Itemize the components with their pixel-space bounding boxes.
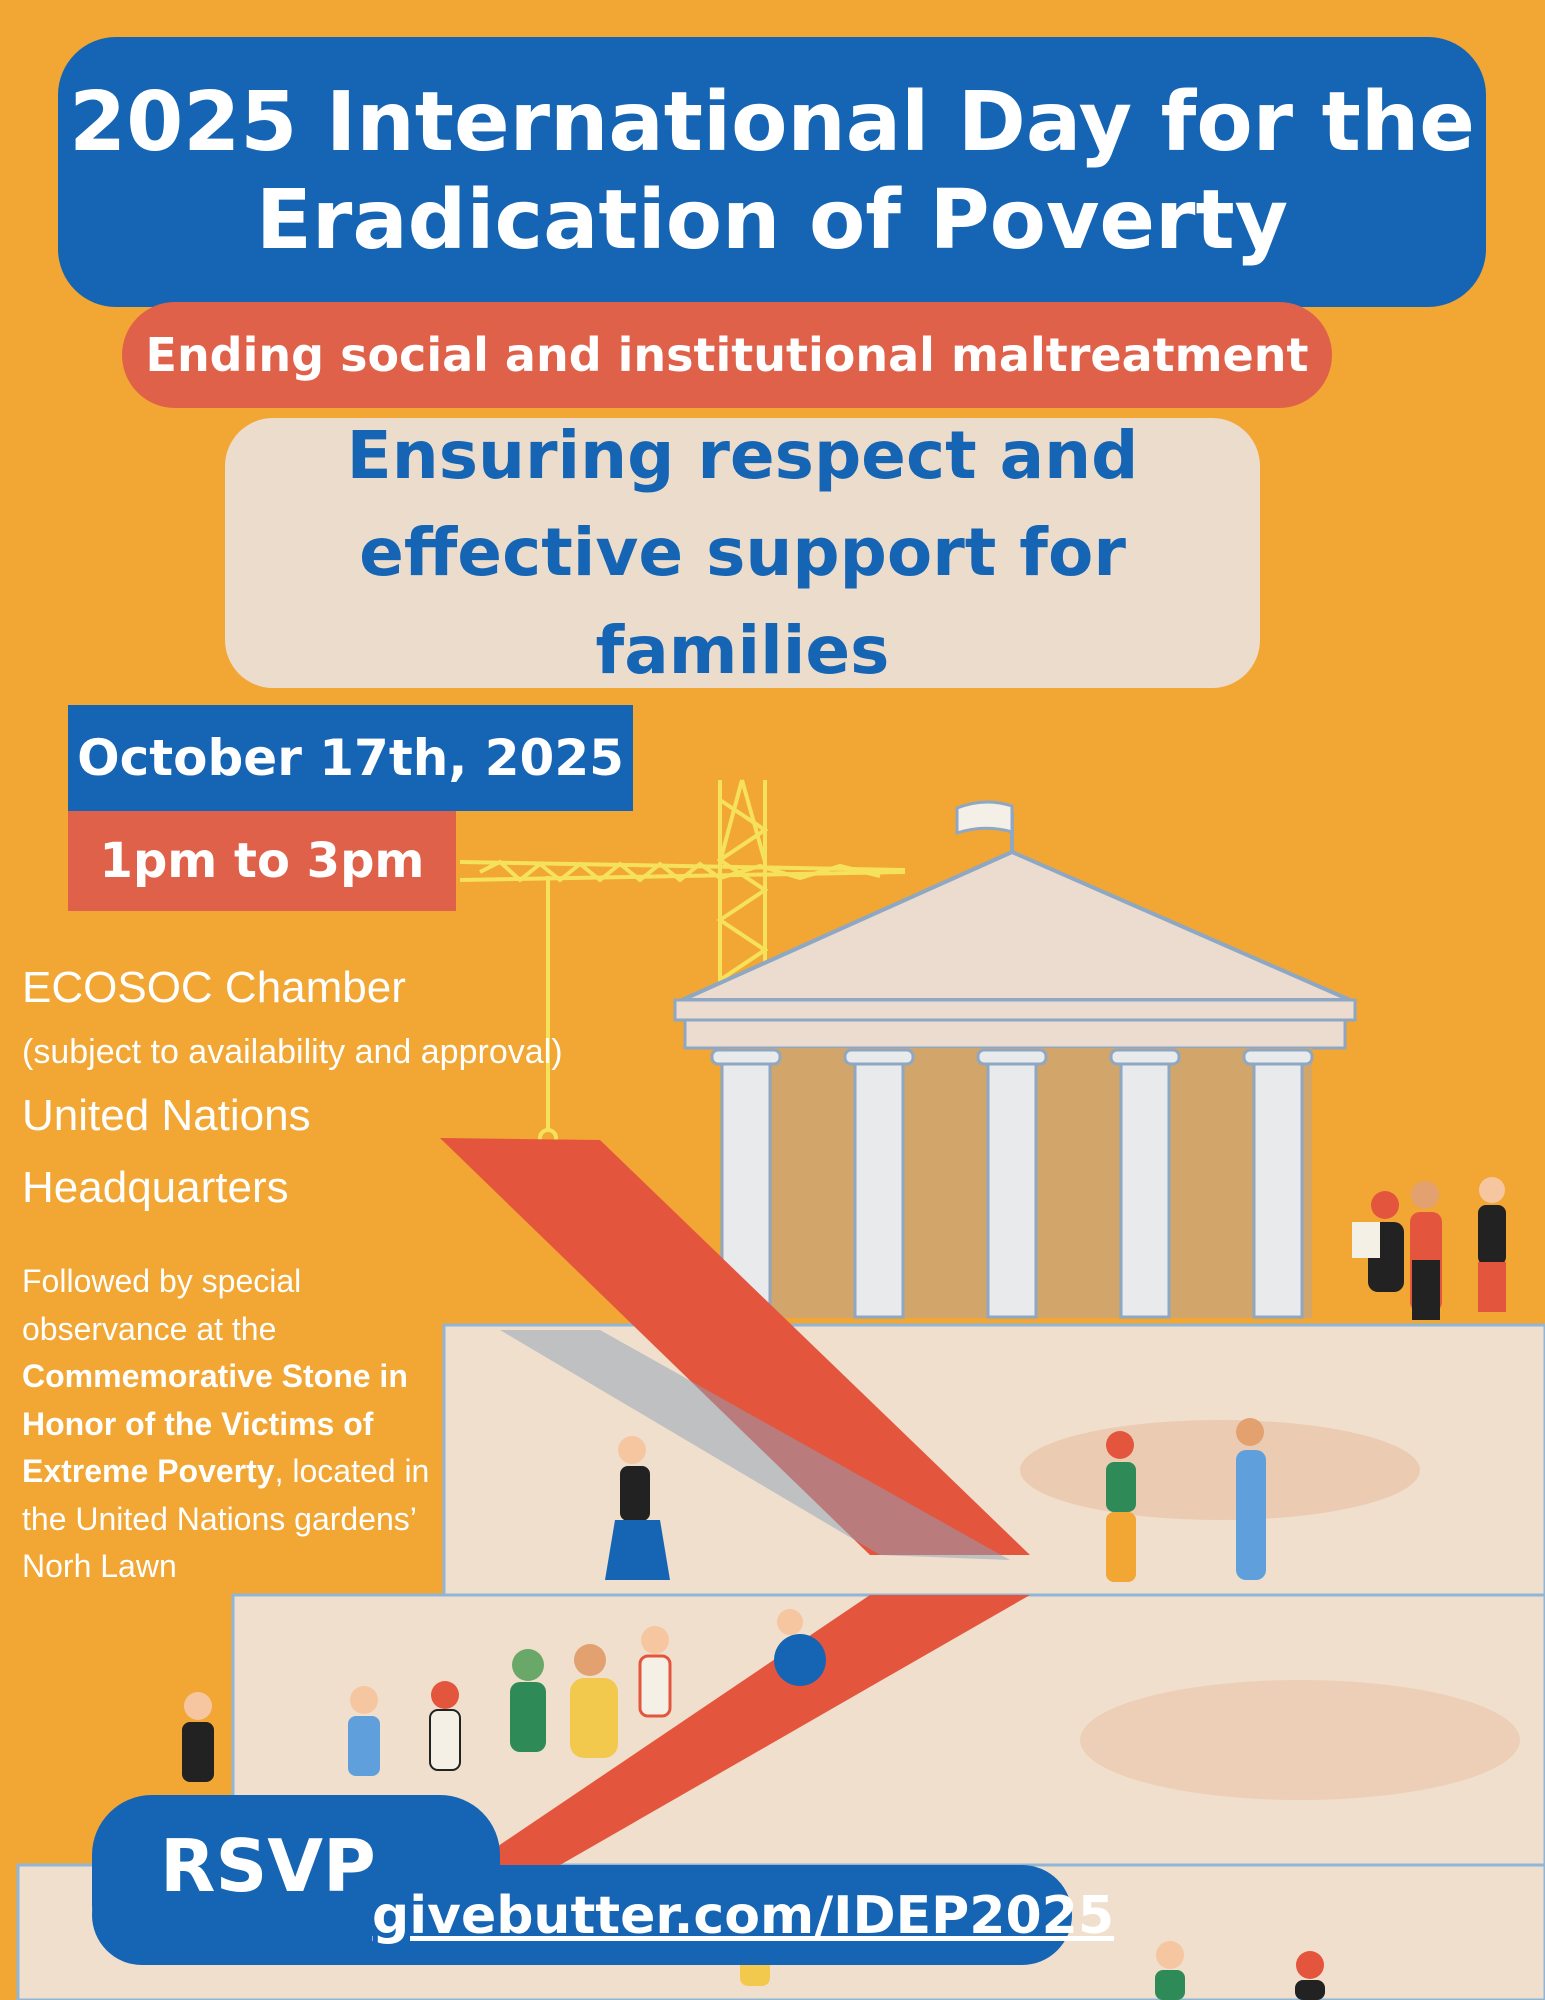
group-top-right	[1352, 1177, 1506, 1320]
event-title-line2: Eradication of Poverty	[255, 173, 1289, 268]
event-date: October 17th, 2025	[68, 705, 633, 811]
rsvp-label: RSVP	[160, 1824, 376, 1908]
venue-line1: ECOSOC Chamber	[22, 963, 406, 1012]
event-venue	[22, 952, 662, 1224]
event-subtitle: Ending social and institutional maltreatment	[122, 302, 1332, 408]
commemorative-stone-name: Commemorative Stone in Honor of the Victims of Extreme Poverty	[22, 1358, 408, 1489]
venue-line3: United Nations	[22, 1091, 311, 1140]
event-title	[58, 37, 1486, 307]
followed-location: , located in the United Nations gardens’ Norh Lawn	[22, 1453, 430, 1584]
followed-text: Followed by special observance at the	[22, 1263, 302, 1347]
rsvp-link[interactable]: givebutter.com/IDEP2025	[372, 1886, 1115, 1946]
event-theme-line2: effective support for families	[359, 514, 1126, 689]
event-theme	[225, 418, 1260, 688]
event-title-line1: 2025 International Day for the	[69, 74, 1475, 170]
venue-line4: Headquarters	[22, 1163, 289, 1212]
event-time: 1pm to 3pm	[68, 811, 456, 911]
temple	[675, 802, 1355, 1318]
followed-by-observance	[22, 1258, 452, 1591]
venue-line2: (subject to availability and approval)	[22, 1033, 563, 1071]
event-theme-line1: Ensuring respect and	[346, 416, 1139, 494]
